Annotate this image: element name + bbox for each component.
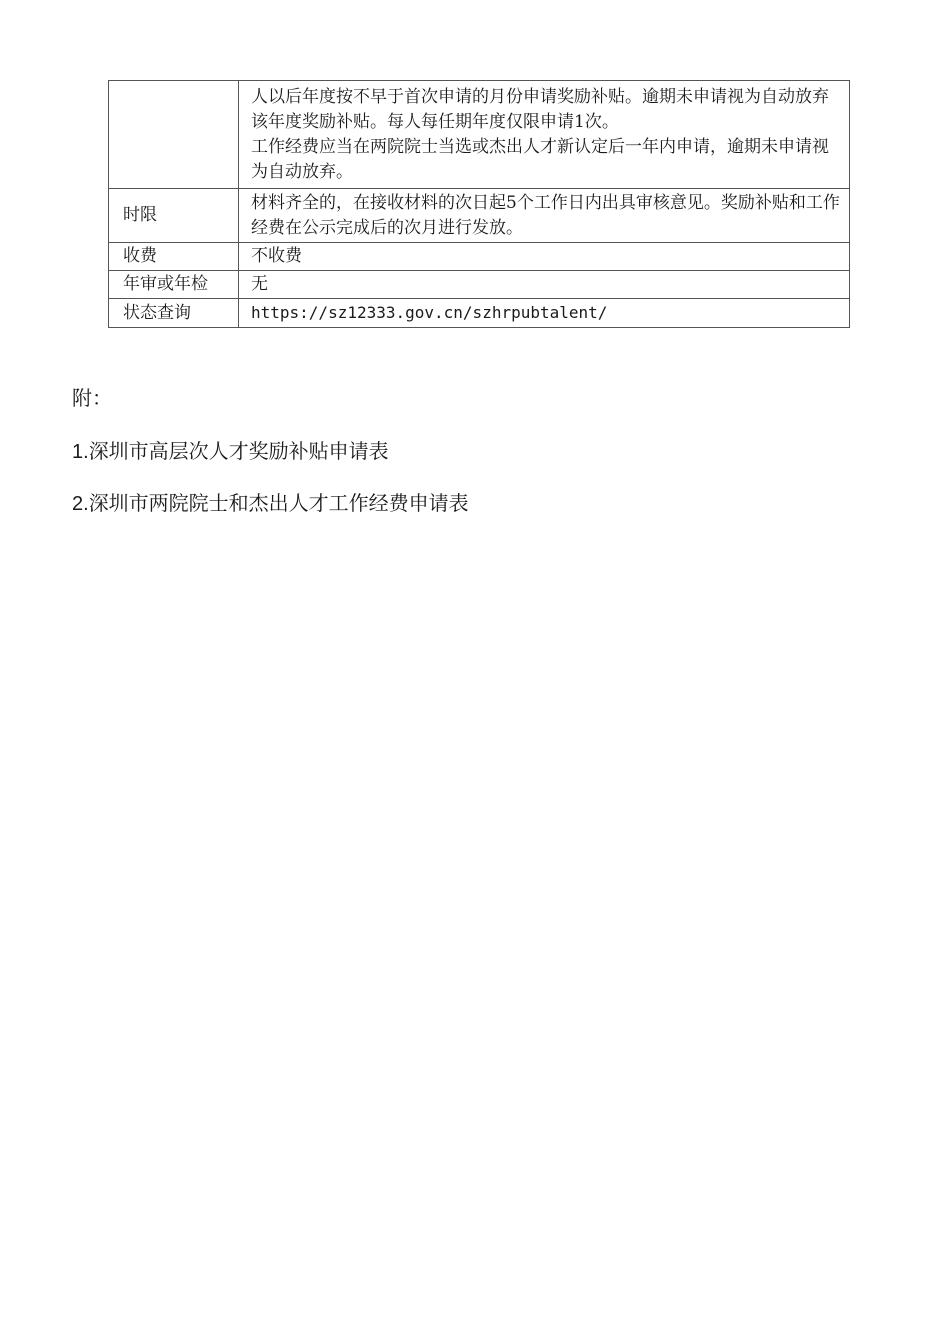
row-content	[239, 299, 850, 328]
appendix-item-number: 1.	[72, 441, 89, 463]
appendix-item-number: 2.	[72, 493, 89, 515]
row-content	[239, 81, 850, 189]
status-query-link[interactable]: https://sz12333.gov.cn/szhrpubtalent/	[251, 303, 608, 322]
table-row	[109, 299, 850, 328]
paragraph: 不收费	[251, 246, 302, 266]
paragraph: 人以后年度按不早于首次申请的月份申请奖励补贴。逾期未申请视为自动放弃该年度奖励补贴。每人每任期年度仅限申请1次。	[251, 86, 829, 132]
table-row	[109, 81, 850, 189]
row-label	[109, 81, 239, 189]
row-label: 收费	[109, 243, 239, 271]
row-content	[239, 243, 850, 271]
paragraph: 无	[251, 274, 268, 294]
row-content	[239, 189, 850, 243]
appendix-item	[72, 437, 389, 466]
info-table	[108, 80, 850, 328]
paragraph: 工作经费应当在两院院士当选或杰出人才新认定后一年内申请，逾期未申请视为自动放弃。	[251, 136, 829, 182]
row-label: 状态查询	[109, 299, 239, 328]
appendix-heading: 附：	[72, 386, 112, 410]
table-row	[109, 189, 850, 243]
table-row	[109, 243, 850, 271]
appendix-item	[72, 489, 469, 518]
table-row	[109, 271, 850, 299]
row-label: 年审或年检	[109, 271, 239, 299]
paragraph: 材料齐全的，在接收材料的次日起5个工作日内出具审核意见。奖励补贴和工作经费在公示完成后的次月进行发放。	[251, 192, 840, 238]
appendix-item-title: 深圳市两院院士和杰出人才工作经费申请表	[88, 491, 469, 515]
row-label: 时限	[109, 189, 239, 243]
row-content	[239, 271, 850, 299]
appendix-item-title: 深圳市高层次人才奖励补贴申请表	[88, 439, 389, 463]
